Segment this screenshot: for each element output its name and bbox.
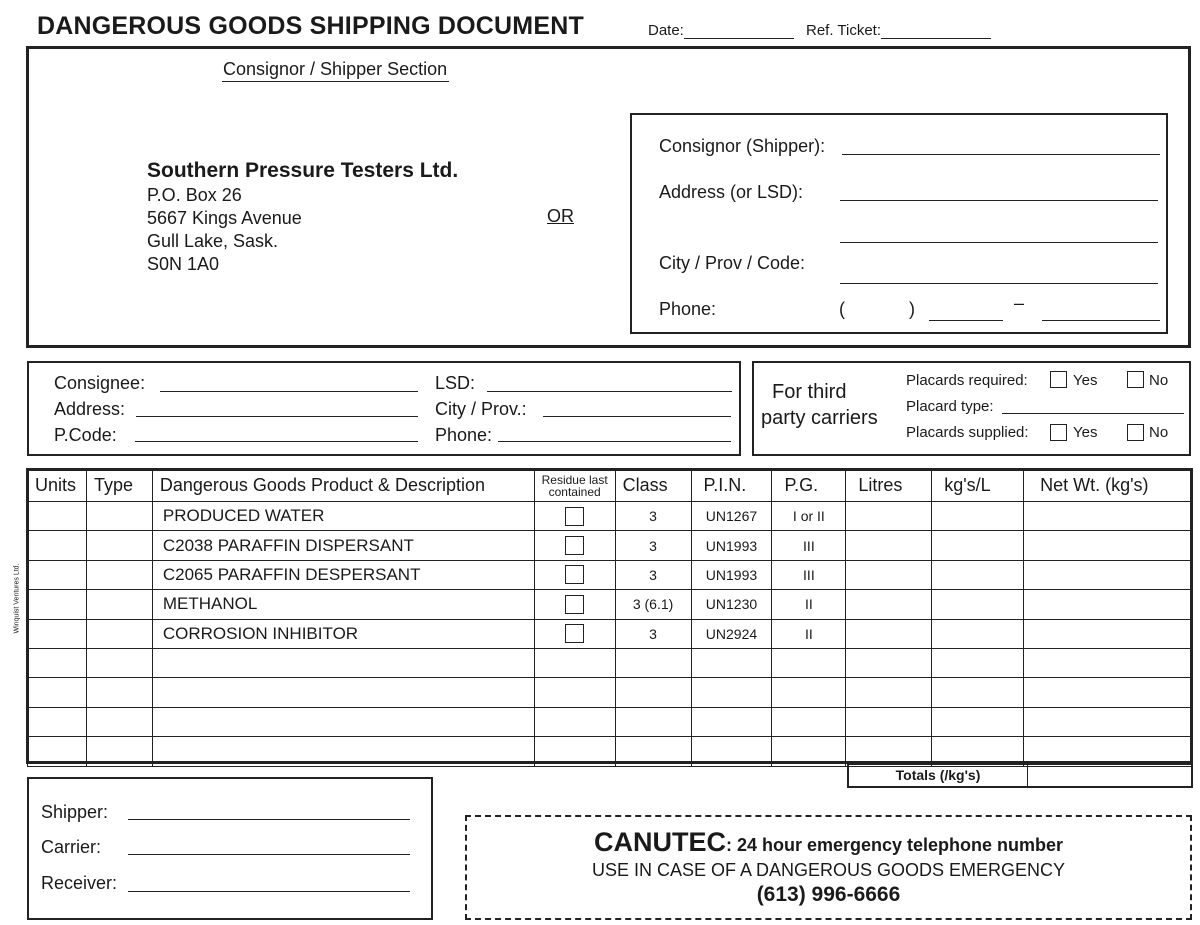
residue-checkbox[interactable] (565, 507, 584, 526)
date-label: Date: (648, 22, 684, 39)
consignee-lsd-line[interactable] (487, 391, 732, 392)
litres-cell[interactable] (846, 502, 932, 531)
pg-cell: III (772, 560, 846, 589)
kgl-cell[interactable] (932, 678, 1024, 707)
type-cell[interactable] (86, 590, 152, 619)
table-row (28, 502, 1192, 531)
dangerous-goods-table (27, 469, 1192, 767)
or-label: OR (547, 206, 574, 226)
units-cell[interactable] (28, 737, 87, 766)
type-cell[interactable] (86, 502, 152, 531)
phone-dash: – (1014, 293, 1025, 313)
net-wt-cell[interactable] (1024, 707, 1192, 736)
consignee-pcode-label: P.Code: (54, 425, 117, 445)
third-party-title-line-2: party carriers (761, 407, 878, 429)
residue-cell[interactable] (534, 678, 615, 707)
col-residue-line-2: contained (548, 484, 601, 499)
consignee-phone-line[interactable] (498, 441, 731, 442)
canutec-usage-text: USE IN CASE OF A DANGEROUS GOODS EMERGENCY (591, 860, 1066, 880)
consignee-pcode-line[interactable] (135, 441, 418, 442)
type-cell[interactable] (86, 737, 152, 766)
type-cell[interactable] (86, 678, 152, 707)
residue-cell[interactable] (534, 648, 615, 677)
pg-cell: III (772, 531, 846, 560)
col-net-wt: Net Wt. (kg's) (1024, 470, 1192, 502)
residue-cell (534, 560, 615, 589)
type-cell[interactable] (86, 619, 152, 648)
company-address-line-1: P.O. Box 26 (147, 185, 242, 205)
net-wt-cell[interactable] (1024, 590, 1192, 619)
units-cell[interactable] (28, 678, 87, 707)
receiver-signature-line[interactable] (128, 891, 410, 892)
pg-cell[interactable] (772, 678, 846, 707)
placards-supplied-no-checkbox[interactable] (1127, 424, 1144, 441)
placards-supplied-yes-checkbox[interactable] (1050, 424, 1067, 441)
shipper-signature-label: Shipper: (41, 802, 109, 822)
consignee-city-label: City / Prov.: (435, 399, 527, 419)
consignee-line[interactable] (160, 391, 418, 392)
residue-cell[interactable] (534, 707, 615, 736)
kgl-cell[interactable] (932, 737, 1024, 766)
phone-close-paren: ) (909, 299, 915, 319)
col-type: Type (86, 470, 152, 502)
col-residue (534, 470, 615, 502)
pin-cell[interactable] (691, 678, 772, 707)
kgl-cell[interactable] (932, 707, 1024, 736)
residue-checkbox[interactable] (565, 565, 584, 584)
units-cell[interactable] (28, 560, 87, 589)
class-cell: 3 (615, 560, 691, 589)
description-cell[interactable] (152, 737, 534, 766)
table-row (28, 560, 1192, 589)
totals-label: Totals (/kg's) (849, 765, 1028, 786)
residue-checkbox[interactable] (565, 536, 584, 555)
kgl-cell[interactable] (932, 619, 1024, 648)
col-units: Units (28, 470, 87, 502)
table-row (28, 590, 1192, 619)
kgl-cell[interactable] (932, 590, 1024, 619)
consignee-address-label: Address: (54, 399, 126, 419)
company-address-line-3: Gull Lake, Sask. (147, 231, 279, 251)
shipper-signature-line[interactable] (128, 819, 410, 820)
net-wt-cell[interactable] (1024, 531, 1192, 560)
table-header-row (28, 470, 1192, 502)
alt-address-line-1[interactable] (840, 200, 1158, 201)
empty-row (28, 737, 1192, 766)
pin-cell: UN1993 (691, 560, 772, 589)
net-wt-cell[interactable] (1024, 737, 1192, 766)
alt-shipper-line[interactable] (842, 154, 1160, 155)
alt-city-label: City / Prov / Code: (659, 253, 806, 273)
type-cell[interactable] (86, 648, 152, 677)
type-cell[interactable] (86, 707, 152, 736)
company-name: Southern Pressure Testers Ltd. (147, 159, 459, 182)
pin-cell: UN2924 (691, 619, 772, 648)
company-address-line-2: 5667 Kings Avenue (147, 208, 302, 228)
description-cell: METHANOL (152, 590, 534, 619)
placards-supplied-yes-label: Yes (1073, 424, 1098, 441)
pg-cell[interactable] (772, 648, 846, 677)
pg-cell: II (772, 619, 846, 648)
pin-cell: UN1993 (691, 531, 772, 560)
placards-supplied-label: Placards supplied: (906, 424, 1029, 441)
company-postal-code: S0N 1A0 (147, 254, 220, 274)
alt-city-line[interactable] (840, 283, 1158, 284)
empty-row (28, 678, 1192, 707)
units-cell[interactable] (28, 707, 87, 736)
pg-cell[interactable] (772, 737, 846, 766)
ref-ticket-line (881, 23, 991, 39)
class-cell[interactable] (615, 678, 691, 707)
pin-cell[interactable] (691, 707, 772, 736)
class-cell: 3 (615, 502, 691, 531)
pin-cell: UN1230 (691, 590, 772, 619)
kgl-cell[interactable] (932, 560, 1024, 589)
consignee-label: Consignee: (54, 373, 146, 393)
date-line (684, 23, 794, 39)
placards-required-yes-label: Yes (1073, 372, 1098, 389)
units-cell[interactable] (28, 619, 87, 648)
consignee-address-line[interactable] (136, 416, 418, 417)
alt-shipper-label: Consignor (Shipper): (659, 136, 826, 156)
empty-row (28, 707, 1192, 736)
col-residue-line-1: Residue last (541, 472, 608, 487)
side-printer-text: Winquist Ventures Ltd. (13, 563, 21, 634)
description-cell[interactable] (152, 707, 534, 736)
ref-ticket-field[interactable] (806, 22, 991, 39)
canutec-name: CANUTEC (593, 827, 726, 857)
description-cell: PRODUCED WATER (152, 502, 534, 531)
receiver-signature-label: Receiver: (41, 873, 118, 893)
col-kgl: kg's/L (932, 470, 1024, 502)
type-cell[interactable] (86, 560, 152, 589)
placards-required-yes-checkbox[interactable] (1050, 371, 1067, 388)
kgl-cell[interactable] (932, 502, 1024, 531)
col-class: Class (615, 470, 691, 502)
residue-cell (534, 531, 615, 560)
net-wt-cell[interactable] (1024, 619, 1192, 648)
residue-cell (534, 502, 615, 531)
pg-cell: I or II (772, 502, 846, 531)
date-field[interactable] (648, 22, 794, 39)
units-cell[interactable] (28, 648, 87, 677)
litres-cell[interactable] (846, 737, 932, 766)
kgl-cell[interactable] (932, 648, 1024, 677)
residue-cell[interactable] (534, 737, 615, 766)
third-party-title-line-1: For third (772, 381, 847, 403)
class-cell: 3 (615, 619, 691, 648)
units-cell[interactable] (28, 502, 87, 531)
phone-open-paren: ( (839, 299, 845, 319)
net-wt-cell[interactable] (1024, 502, 1192, 531)
canutec-tagline: : 24 hour emergency telephone number (725, 835, 1064, 855)
document-title: DANGEROUS GOODS SHIPPING DOCUMENT (37, 12, 584, 40)
pg-cell: II (772, 590, 846, 619)
description-cell[interactable] (152, 648, 534, 677)
consignee-city-line[interactable] (543, 416, 731, 417)
alt-address-line-2[interactable] (840, 242, 1158, 243)
totals-row (847, 763, 1193, 788)
canutec-phone: (613) 996-6666 (756, 883, 901, 906)
consignee-phone-label: Phone: (435, 425, 493, 445)
net-wt-cell[interactable] (1024, 678, 1192, 707)
carrier-signature-line[interactable] (128, 854, 410, 855)
phone-number-line[interactable] (1042, 320, 1160, 321)
litres-cell[interactable] (846, 590, 932, 619)
description-cell: CORROSION INHIBITOR (152, 619, 534, 648)
empty-row (28, 648, 1192, 677)
litres-cell[interactable] (846, 648, 932, 677)
placards-supplied-no-label: No (1149, 424, 1169, 441)
litres-cell[interactable] (846, 678, 932, 707)
class-cell[interactable] (615, 737, 691, 766)
units-cell[interactable] (28, 531, 87, 560)
description-cell[interactable] (152, 678, 534, 707)
class-cell[interactable] (615, 648, 691, 677)
pin-cell[interactable] (691, 737, 772, 766)
placards-required-no-label: No (1149, 372, 1169, 389)
totals-value-cell[interactable] (1028, 765, 1191, 786)
placard-type-label: Placard type: (906, 398, 994, 415)
ref-ticket-label: Ref. Ticket: (806, 22, 882, 39)
residue-checkbox[interactable] (565, 624, 584, 643)
description-cell: C2038 PARAFFIN DISPERSANT (152, 531, 534, 560)
consignee-lsd-label: LSD: (435, 373, 476, 393)
type-cell[interactable] (86, 531, 152, 560)
residue-cell (534, 590, 615, 619)
col-pg: P.G. (772, 470, 846, 502)
consignor-section-title: Consignor / Shipper Section (222, 59, 449, 82)
litres-cell[interactable] (846, 707, 932, 736)
class-cell: 3 (615, 531, 691, 560)
residue-checkbox[interactable] (565, 595, 584, 614)
class-cell: 3 (6.1) (615, 590, 691, 619)
litres-cell[interactable] (846, 560, 932, 589)
units-cell[interactable] (28, 590, 87, 619)
pin-cell: UN1267 (691, 502, 772, 531)
carrier-signature-label: Carrier: (41, 837, 102, 857)
phone-prefix-line[interactable] (929, 320, 1003, 321)
pg-cell[interactable] (772, 707, 846, 736)
col-litres: Litres (846, 470, 932, 502)
net-wt-cell[interactable] (1024, 648, 1192, 677)
class-cell[interactable] (615, 707, 691, 736)
col-description: Dangerous Goods Product & Description (152, 470, 534, 502)
alt-phone-label: Phone: (659, 299, 717, 319)
litres-cell[interactable] (846, 619, 932, 648)
litres-cell[interactable] (846, 531, 932, 560)
placards-required-label: Placards required: (906, 372, 1028, 389)
residue-cell (534, 619, 615, 648)
placards-required-no-checkbox[interactable] (1127, 371, 1144, 388)
canutec-heading (467, 827, 1190, 858)
canutec-emergency-box (465, 815, 1192, 920)
col-pin: P.I.N. (691, 470, 772, 502)
pin-cell[interactable] (691, 648, 772, 677)
table-row (28, 531, 1192, 560)
description-cell: C2065 PARAFFIN DESPERSANT (152, 560, 534, 589)
kgl-cell[interactable] (932, 531, 1024, 560)
alt-address-label: Address (or LSD): (659, 182, 804, 202)
table-row (28, 619, 1192, 648)
net-wt-cell[interactable] (1024, 560, 1192, 589)
placard-type-line[interactable] (1002, 413, 1184, 414)
